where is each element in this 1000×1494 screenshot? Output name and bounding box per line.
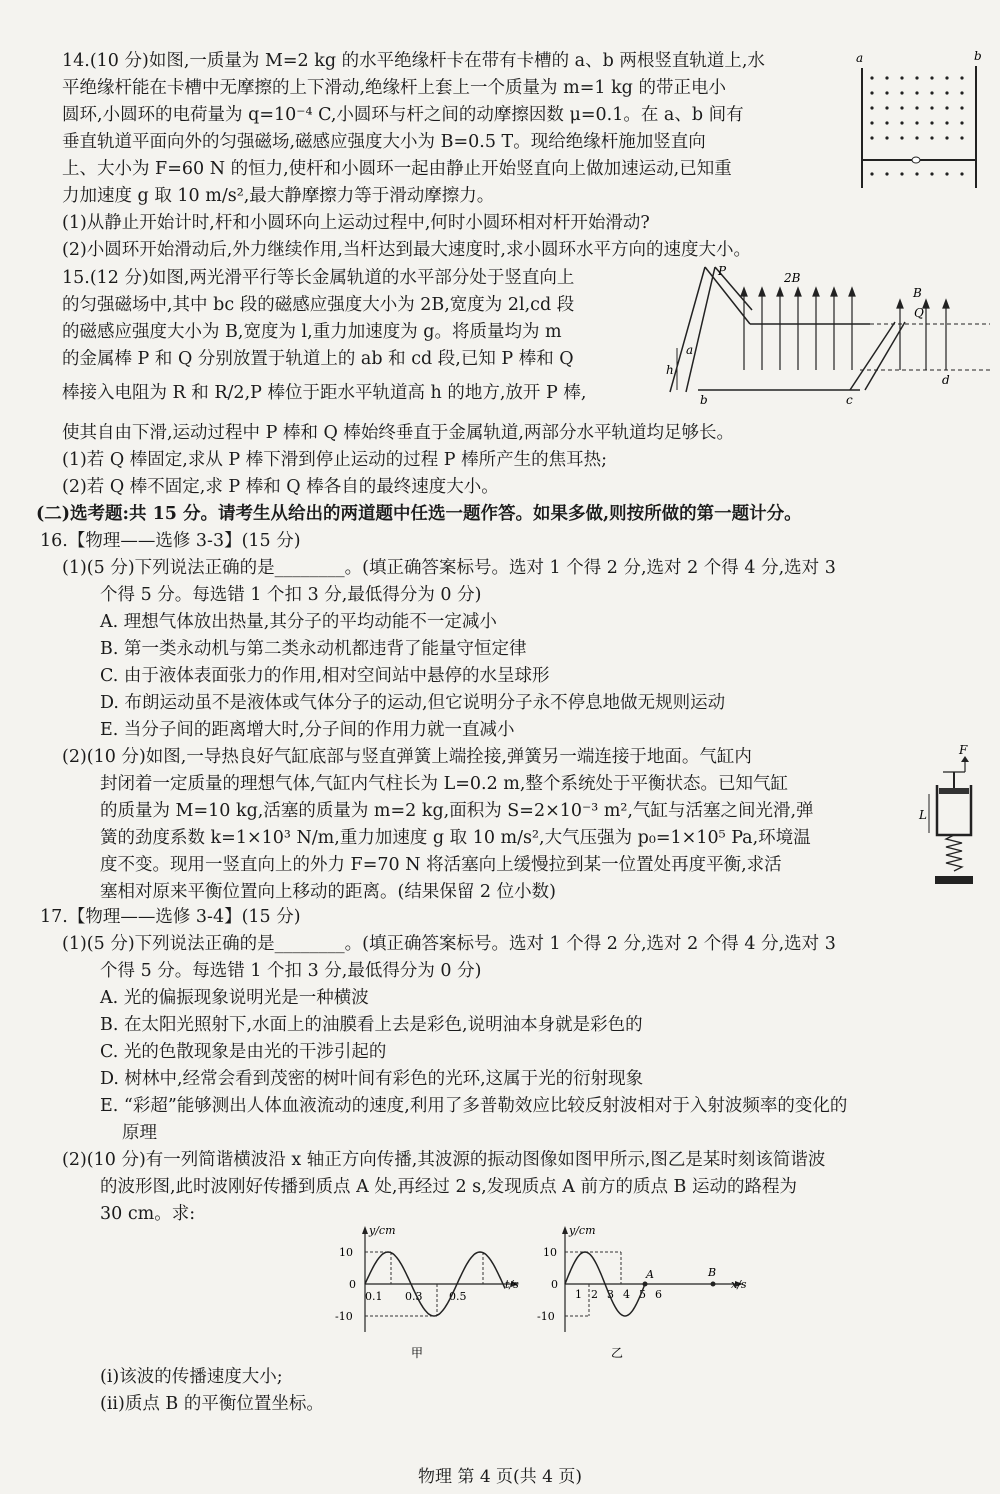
q16-part2-line-5: 度不变。现用一竖直向上的外力 F=70 N 将活塞向上缓慢拉到某一位置处再度平衡,求活 xyxy=(100,855,782,875)
yi-ylabel: y/cm xyxy=(569,1224,596,1237)
q14-line-3: 圆环,小圆环的电荷量为 q=10⁻⁴ C,小圆环与杆之间的动摩擦因数 μ=0.1。在 a、b 间有 xyxy=(62,105,744,125)
q14-line-1: 14.(10 分)如图,一质量为 M=2 kg 的水平绝缘杆卡在带有卡槽的 a、b 两根竖直轨道上,水 xyxy=(62,51,765,71)
q17-graph-yi xyxy=(535,1222,765,1367)
q16-option-a: A. 理想气体放出热量,其分子的平均动能不一定减小 xyxy=(100,612,497,632)
q16-part1-line-2: 个得 5 分。每选错 1 个扣 3 分,最低得分为 0 分) xyxy=(100,585,482,605)
q14-fig-label-a: a xyxy=(856,51,864,65)
q15-line-5: 棒接入电阻为 R 和 R/2,P 棒位于距水平轨道高 h 的地方,放开 P 棒, xyxy=(62,383,587,403)
q15-fig-label-h: h xyxy=(666,363,674,377)
q15-fig-label-b: b xyxy=(700,393,708,407)
q14-sub-1: (1)从静止开始计时,杆和小圆环向上运动过程中,何时小圆环相对杆开始滑动? xyxy=(62,213,650,233)
q16-part1-line-1: (1)(5 分)下列说法正确的是________。(填正确答案标号。选对 1 个得 2 分,选对 2 个得 4 分,选对 3 xyxy=(62,558,836,578)
q14-line-4: 垂直轨道平面向外的匀强磁场,磁感应强度大小为 B=0.5 T。现给绝缘杆施加竖直向 xyxy=(62,132,706,152)
q15-line-1: 15.(12 分)如图,两光滑平行等长金属轨道的水平部分处于竖直向上 xyxy=(62,268,575,288)
jia-tick-y-0: 0 xyxy=(349,1278,356,1291)
yi-tick-x-4: 4 xyxy=(623,1288,630,1301)
q14-sub-2: (2)小圆环开始滑动后,外力继续作用,当杆达到最大速度时,求小圆环水平方向的速度大小。 xyxy=(62,240,751,260)
yi-tick-x-2: 2 xyxy=(591,1288,598,1301)
q17-option-c: C. 光的色散现象是由光的干涉引起的 xyxy=(100,1042,387,1062)
q17-part2-line-2: 的波形图,此时波刚好传播到质点 A 处,再经过 2 s,发现质点 A 前方的质点 B 运动的路程为 xyxy=(100,1177,797,1197)
q14-figure xyxy=(850,48,985,193)
jia-ylabel: y/cm xyxy=(369,1224,396,1237)
q16-option-c: C. 由于液体表面张力的作用,相对空间站中悬停的水呈球形 xyxy=(100,666,550,686)
q17-part2-line-3: 30 cm。求: xyxy=(100,1204,196,1224)
q16-figure xyxy=(915,740,985,895)
q17-option-e: E. “彩超”能够测出人体血液流动的速度,利用了多普勒效应比较反射波相对于入射波频率的变化的 xyxy=(100,1096,848,1116)
yi-caption: 乙 xyxy=(611,1346,624,1360)
q15-figure xyxy=(660,262,990,407)
q16-part2-line-6: 塞相对原来平衡位置向上移动的距离。(结果保留 2 位小数) xyxy=(100,882,556,902)
q16-title: 16.【物理——选修 3-3】(15 分) xyxy=(40,531,301,551)
q17-title: 17.【物理——选修 3-4】(15 分) xyxy=(40,907,301,927)
q15-fig-label-2B: 2B xyxy=(784,271,801,285)
jia-tick-x-0.3: 0.3 xyxy=(405,1290,423,1303)
q16-option-e: E. 当分子间的距离增大时,分子间的作用力就一直减小 xyxy=(100,720,515,740)
q17-part2-line-1: (2)(10 分)有一列简谐横波沿 x 轴正方向传播,其波源的振动图像如图甲所示,图乙是某时刻该简谐波 xyxy=(62,1150,826,1170)
q15-fig-label-a: a xyxy=(686,343,694,357)
q17-graph-jia xyxy=(325,1222,535,1367)
jia-xlabel: t/s xyxy=(505,1278,519,1291)
q16-option-d: D. 布朗运动虽不是液体或气体分子的运动,但它说明分子永不停息地做无规则运动 xyxy=(100,693,726,713)
q15-sub-1: (1)若 Q 棒固定,求从 P 棒下滑到停止运动的过程 P 棒所产生的焦耳热; xyxy=(62,450,608,470)
yi-tick-x-1: 1 xyxy=(575,1288,582,1301)
yi-tick-x-3: 3 xyxy=(607,1288,614,1301)
jia-tick-y-10: 10 xyxy=(339,1246,353,1259)
q15-line-3: 的磁感应强度大小为 B,宽度为 l,重力加速度为 g。将质量均为 m xyxy=(62,322,562,342)
yi-point-B: B xyxy=(708,1266,717,1279)
yi-tick-x-5: 5 xyxy=(639,1288,646,1301)
q16-part2-line-3: 的质量为 M=10 kg,活塞的质量为 m=2 kg,面积为 S=2×10⁻³ m²,气缸与活塞之间光滑,弹 xyxy=(100,801,814,821)
q17-option-b: B. 在太阳光照射下,水面上的油膜看上去是彩色,说明油本身就是彩色的 xyxy=(100,1015,643,1035)
q15-fig-label-d: d xyxy=(942,373,950,387)
q16-part2-line-1: (2)(10 分)如图,一导热良好气缸底部与竖直弹簧上端拴接,弹簧另一端连接于地面。气缸内 xyxy=(62,747,752,767)
q16-part2-line-4: 簧的劲度系数 k=1×10³ N/m,重力加速度 g 取 10 m/s²,大气压强为 p₀=1×10⁵ Pa,环境温 xyxy=(100,828,811,848)
q15-line-2: 的匀强磁场中,其中 bc 段的磁感应强度大小为 2B,宽度为 2l,cd 段 xyxy=(62,295,575,315)
yi-tick-y-neg10: -10 xyxy=(537,1310,555,1323)
q16-fig-label-L: L xyxy=(919,808,927,822)
jia-caption: 甲 xyxy=(411,1346,424,1360)
q17-ask-1: (i)该波的传播速度大小; xyxy=(100,1367,283,1387)
q14-fig-label-b: b xyxy=(974,49,982,63)
q17-part1-line-1: (1)(5 分)下列说法正确的是________。(填正确答案标号。选对 1 个得 2 分,选对 2 个得 4 分,选对 3 xyxy=(62,934,836,954)
q15-sub-2: (2)若 Q 棒不固定,求 P 棒和 Q 棒各自的最终速度大小。 xyxy=(62,477,499,497)
yi-point-A: A xyxy=(646,1268,654,1281)
q17-ask-2: (ii)质点 B 的平衡位置坐标。 xyxy=(100,1394,324,1414)
q15-line-4: 的金属棒 P 和 Q 分别放置于轨道上的 ab 和 cd 段,已知 P 棒和 Q xyxy=(62,349,574,369)
q16-fig-label-F: F xyxy=(959,743,968,757)
q15-fig-label-B: B xyxy=(913,286,922,300)
q16-option-b: B. 第一类永动机与第二类永动机都违背了能量守恒定律 xyxy=(100,639,527,659)
q17-option-e-cont: 原理 xyxy=(122,1123,157,1143)
section-2-heading: (二)选考题:共 15 分。请考生从给出的两道题中任选一题作答。如果多做,则按所做的第一题计分。 xyxy=(36,504,802,524)
q15-fig-label-P: P xyxy=(718,264,727,278)
yi-xlabel: x/s xyxy=(731,1278,747,1291)
q14-line-6: 力加速度 g 取 10 m/s²,最大静摩擦力等于滑动摩擦力。 xyxy=(62,186,495,206)
page-footer: 物理 第 4 页(共 4 页) xyxy=(418,1467,582,1487)
q14-line-5: 上、大小为 F=60 N 的恒力,使杆和小圆环一起由静止开始竖直向上做加速运动,已知重 xyxy=(62,159,732,179)
yi-tick-y-0: 0 xyxy=(551,1278,558,1291)
jia-tick-y-neg10: -10 xyxy=(335,1310,353,1323)
jia-tick-x-0.5: 0.5 xyxy=(449,1290,467,1303)
q16-part2-line-2: 封闭着一定质量的理想气体,气缸内气柱长为 L=0.2 m,整个系统处于平衡状态。已知气缸 xyxy=(100,774,788,794)
q15-line-6: 使其自由下滑,运动过程中 P 棒和 Q 棒始终垂直于金属轨道,两部分水平轨道均足够长。 xyxy=(62,423,734,443)
q17-part1-line-2: 个得 5 分。每选错 1 个扣 3 分,最低得分为 0 分) xyxy=(100,961,482,981)
q15-fig-label-c: c xyxy=(846,393,853,407)
q17-option-d: D. 树林中,经常会看到茂密的树叶间有彩色的光环,这属于光的衍射现象 xyxy=(100,1069,644,1089)
q17-option-a: A. 光的偏振现象说明光是一种横波 xyxy=(100,988,369,1008)
yi-tick-y-10: 10 xyxy=(543,1246,557,1259)
yi-tick-x-6: 6 xyxy=(655,1288,662,1301)
jia-tick-x-0.1: 0.1 xyxy=(365,1290,383,1303)
q14-line-2: 平绝缘杆能在卡槽中无摩擦的上下滑动,绝缘杆上套上一个质量为 m=1 kg 的带正电小 xyxy=(62,78,726,98)
q15-fig-label-Q: Q xyxy=(914,306,924,320)
